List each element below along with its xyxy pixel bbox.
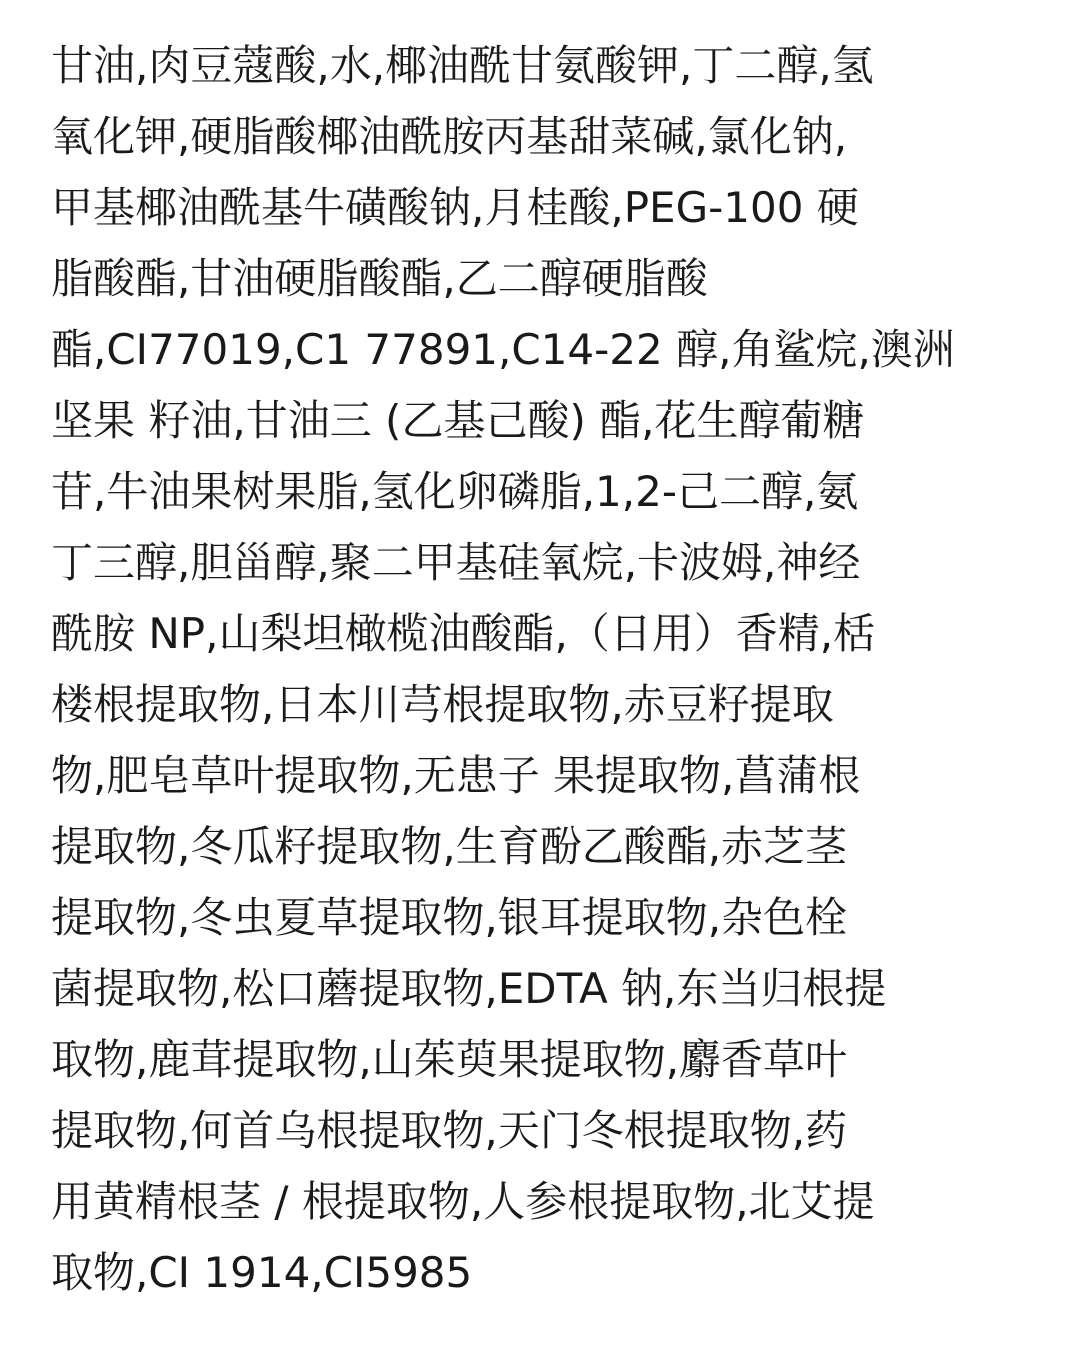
ingredient-line: 脂酸酯,甘油硬脂酸酯,乙二醇硬脂酸 xyxy=(51,254,708,303)
ingredient-line: 甘油,肉豆蔻酸,水,椰油酰甘氨酸钾,丁二醇,氢 xyxy=(51,41,874,90)
ingredient-list xyxy=(51,30,1046,1308)
ingredient-line: 菌提取物,松口蘑提取物,EDTA 钠,东当归根提 xyxy=(51,964,887,1013)
ingredient-line: 用黄精根茎 / 根提取物,人参根提取物,北艾提 xyxy=(51,1177,875,1226)
ingredient-line: 坚果 籽油,甘油三 (乙基己酸) 酯,花生醇葡糖 xyxy=(51,396,865,445)
ingredient-line: 提取物,冬瓜籽提取物,生育酚乙酸酯,赤芝茎 xyxy=(51,822,848,871)
ingredient-line: 取物,CI 1914,CI5985 xyxy=(51,1248,473,1297)
ingredient-line: 提取物,何首乌根提取物,天门冬根提取物,药 xyxy=(51,1106,848,1155)
ingredient-line: 丁三醇,胆甾醇,聚二甲基硅氧烷,卡波姆,神经 xyxy=(51,538,861,587)
ingredient-line: 甲基椰油酰基牛磺酸钠,月桂酸,PEG-100 硬 xyxy=(51,183,859,232)
ingredient-line: 楼根提取物,日本川芎根提取物,赤豆籽提取 xyxy=(51,680,834,729)
ingredient-line: 酯,CI77019,C1 77891,C14-22 醇,角鲨烷,澳洲 xyxy=(51,325,955,374)
ingredient-line: 物,肥皂草叶提取物,无患子 果提取物,菖蒲根 xyxy=(51,751,861,800)
ingredient-line: 酰胺 NP,山梨坦橄榄油酸酯,（日用）香精,栝 xyxy=(51,609,876,658)
ingredient-line: 取物,鹿茸提取物,山茱萸果提取物,麝香草叶 xyxy=(51,1035,848,1084)
ingredient-line: 氧化钾,硬脂酸椰油酰胺丙基甜菜碱,氯化钠, xyxy=(51,112,848,161)
ingredient-line: 苷,牛油果树果脂,氢化卵磷脂,1,2-己二醇,氨 xyxy=(51,467,859,516)
ingredient-line: 提取物,冬虫夏草提取物,银耳提取物,杂色栓 xyxy=(51,893,848,942)
